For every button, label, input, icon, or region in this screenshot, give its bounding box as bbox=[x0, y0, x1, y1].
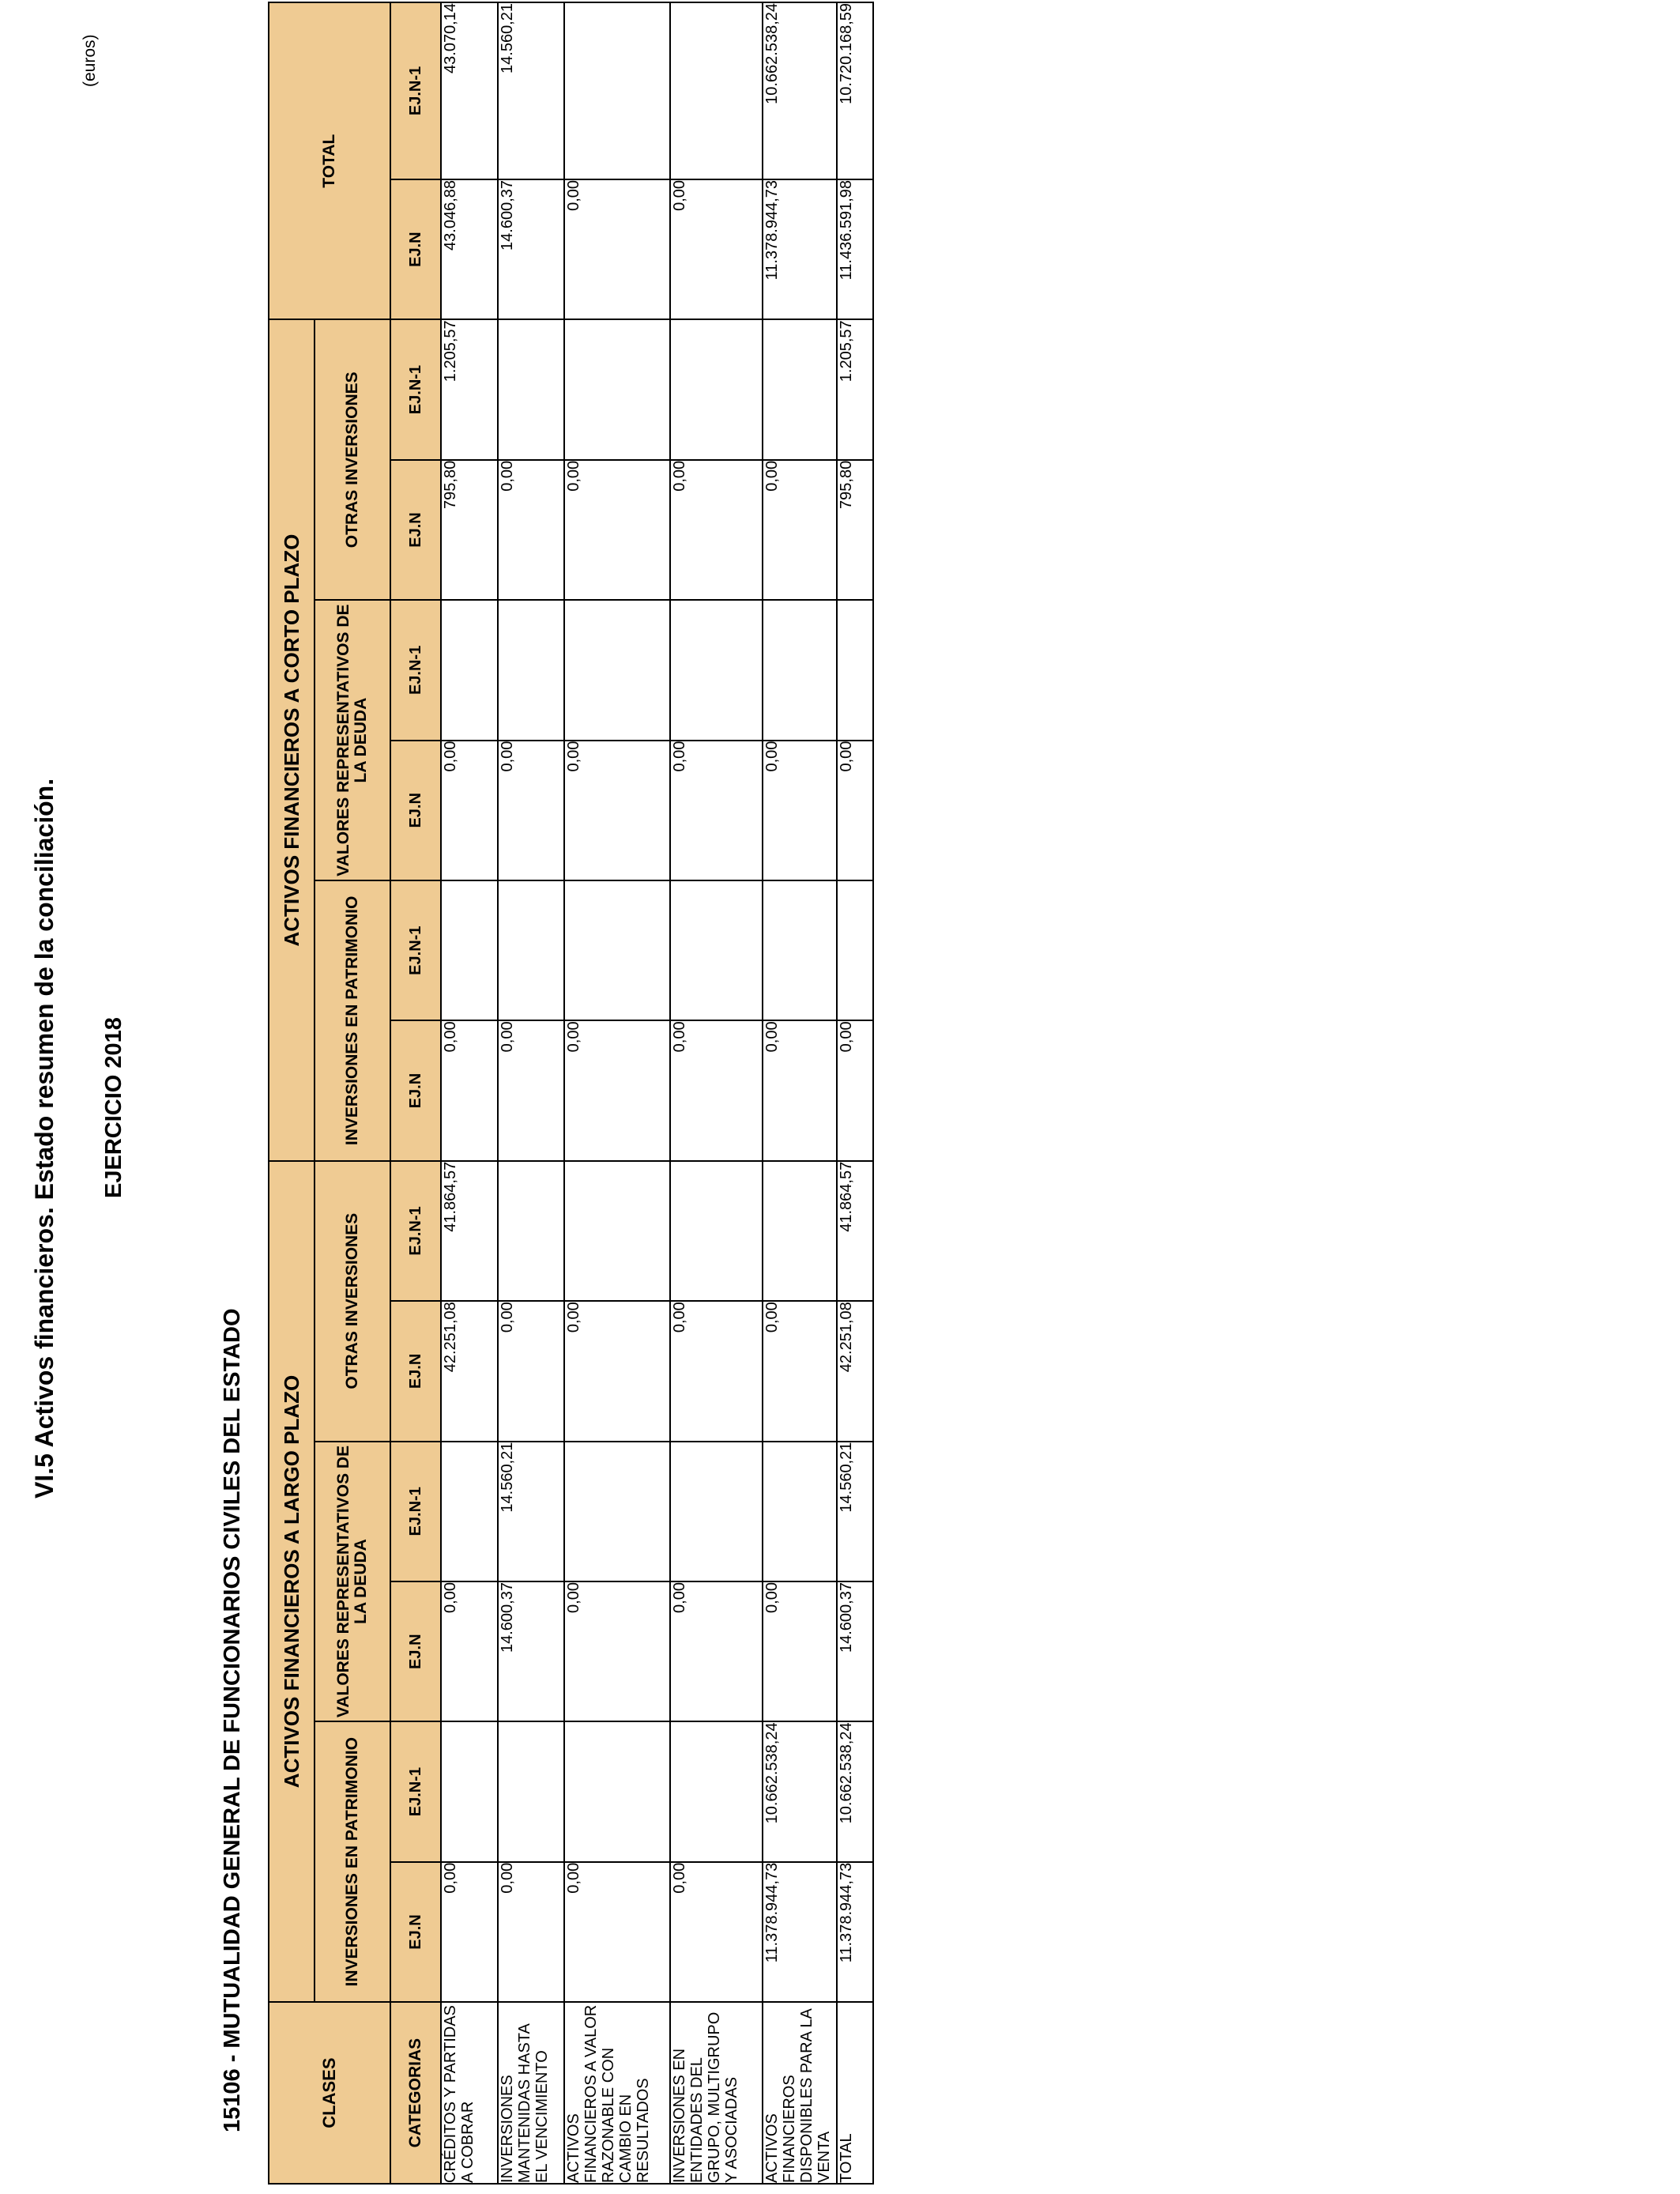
table-cell: 0,00 bbox=[670, 1301, 763, 1441]
document-title: VI.5 Activos financieros. Estado resumen de la conciliación. bbox=[30, 778, 58, 1498]
table-cell: 0,00 bbox=[670, 1020, 763, 1160]
table-cell bbox=[441, 880, 498, 1020]
table-cell: 0,00 bbox=[763, 1020, 837, 1160]
table-cell: 41.864,57 bbox=[837, 1161, 873, 1301]
table-cell: 1.205,57 bbox=[837, 319, 873, 459]
table-cell: 0,00 bbox=[670, 460, 763, 600]
col-header-ej-n: EJ.N bbox=[390, 460, 441, 600]
table-cell bbox=[670, 880, 763, 1020]
table-cell: 11.378.944,73 bbox=[763, 179, 837, 319]
table-cell bbox=[564, 2, 670, 179]
cp-debt-securities-header: VALORES REPRESENTATIVOS DE LA DEUDA bbox=[315, 600, 390, 880]
table-cell: 0,00 bbox=[670, 1862, 763, 2002]
row-label: TOTAL bbox=[837, 2002, 873, 2184]
lp-equity-investments-header: INVERSIONES EN PATRIMONIO bbox=[315, 1721, 390, 2002]
table-cell: 43.046,88 bbox=[441, 179, 498, 319]
table-cell: 0,00 bbox=[441, 1862, 498, 2002]
table-row bbox=[498, 2, 564, 2184]
table-row bbox=[564, 2, 670, 2184]
table-cell: 0,00 bbox=[763, 1301, 837, 1441]
table-cell bbox=[498, 880, 564, 1020]
table-cell: 41.864,57 bbox=[441, 1161, 498, 1301]
table-cell: 11.436.591,98 bbox=[837, 179, 873, 319]
col-header-ej-n: EJ.N bbox=[390, 179, 441, 319]
table-cell bbox=[763, 1161, 837, 1301]
col-header-ej-n1: EJ.N-1 bbox=[390, 600, 441, 740]
table-cell bbox=[441, 1721, 498, 1861]
short-term-section-header: ACTIVOS FINANCIEROS A CORTO PLAZO bbox=[269, 319, 315, 1160]
table-cell bbox=[670, 2, 763, 179]
table-cell: 0,00 bbox=[564, 1301, 670, 1441]
table-cell: 14.600,37 bbox=[498, 1581, 564, 1721]
cp-equity-investments-header: INVERSIONES EN PATRIMONIO bbox=[315, 880, 390, 1161]
table-cell: 14.560,21 bbox=[498, 1442, 564, 1581]
col-header-ej-n: EJ.N bbox=[390, 741, 441, 880]
table-cell: 0,00 bbox=[837, 1020, 873, 1160]
table-cell bbox=[564, 880, 670, 1020]
table-cell bbox=[564, 600, 670, 740]
table-cell bbox=[441, 1442, 498, 1581]
total-row bbox=[837, 2, 873, 2184]
table-cell bbox=[763, 319, 837, 459]
table-cell: 10.720.168,59 bbox=[837, 2, 873, 179]
table-cell: 14.600,37 bbox=[498, 179, 564, 319]
col-header-ej-n1: EJ.N-1 bbox=[390, 880, 441, 1020]
col-header-ej-n1: EJ.N-1 bbox=[390, 2, 441, 179]
col-header-ej-n1: EJ.N-1 bbox=[390, 1721, 441, 1861]
table-row bbox=[441, 2, 498, 2184]
table-cell bbox=[763, 880, 837, 1020]
table-cell: 0,00 bbox=[498, 1020, 564, 1160]
table-cell: 795,80 bbox=[441, 460, 498, 600]
table-cell: 795,80 bbox=[837, 460, 873, 600]
table-cell: 0,00 bbox=[564, 1862, 670, 2002]
row-label: INVERSIONES EN ENTIDADES DEL GRUPO, MULTIGRUPO Y ASOCIADAS bbox=[670, 2002, 763, 2184]
table-cell bbox=[564, 1442, 670, 1581]
table-cell: 0,00 bbox=[441, 1020, 498, 1160]
table-cell: 0,00 bbox=[498, 1301, 564, 1441]
table-cell bbox=[763, 1442, 837, 1581]
table-cell: 0,00 bbox=[670, 179, 763, 319]
table-cell: 0,00 bbox=[763, 741, 837, 880]
table-cell: 0,00 bbox=[564, 741, 670, 880]
table-cell: 14.560,21 bbox=[498, 2, 564, 179]
table-cell: 10.662.538,24 bbox=[763, 2, 837, 179]
table-cell bbox=[670, 600, 763, 740]
table-cell bbox=[498, 1721, 564, 1861]
table-cell bbox=[837, 880, 873, 1020]
table-cell bbox=[670, 1442, 763, 1581]
table-cell: 0,00 bbox=[564, 179, 670, 319]
table-cell bbox=[763, 600, 837, 740]
table-cell: 0,00 bbox=[498, 460, 564, 600]
table-cell bbox=[670, 1721, 763, 1861]
col-header-ej-n: EJ.N bbox=[390, 1301, 441, 1441]
table-cell: 0,00 bbox=[670, 1581, 763, 1721]
clases-header: CLASES bbox=[269, 2002, 390, 2184]
table-cell: 42.251,08 bbox=[837, 1301, 873, 1441]
categorias-header: CATEGORIAS bbox=[390, 2002, 441, 2184]
col-header-ej-n: EJ.N bbox=[390, 1020, 441, 1160]
table-cell: 11.378.944,73 bbox=[763, 1862, 837, 2002]
table-cell: 0,00 bbox=[763, 460, 837, 600]
col-header-ej-n1: EJ.N-1 bbox=[390, 319, 441, 459]
table-cell bbox=[564, 1721, 670, 1861]
long-term-section-header: ACTIVOS FINANCIEROS A LARGO PLAZO bbox=[269, 1161, 315, 2002]
entity-heading: 15106 - MUTUALIDAD GENERAL DE FUNCIONARIOS CIVILES DEL ESTADO bbox=[220, 1308, 245, 2132]
table-cell: 0,00 bbox=[564, 460, 670, 600]
table-cell bbox=[670, 1161, 763, 1301]
total-section-header: TOTAL bbox=[269, 2, 390, 319]
table-cell: 0,00 bbox=[763, 1581, 837, 1721]
col-header-ej-n: EJ.N bbox=[390, 1862, 441, 2002]
table-cell bbox=[670, 319, 763, 459]
table-cell: 10.662.538,24 bbox=[837, 1721, 873, 1861]
row-label: CRÉDITOS Y PARTIDAS A COBRAR bbox=[441, 2002, 498, 2184]
table-cell: 43.070,14 bbox=[441, 2, 498, 179]
lp-debt-securities-header: VALORES REPRESENTATIVOS DE LA DEUDA bbox=[315, 1442, 390, 1722]
table-cell: 0,00 bbox=[441, 741, 498, 880]
table-cell bbox=[498, 319, 564, 459]
table-cell: 0,00 bbox=[441, 1581, 498, 1721]
table-cell: 0,00 bbox=[564, 1020, 670, 1160]
table-cell: 42.251,08 bbox=[441, 1301, 498, 1441]
table-cell: 0,00 bbox=[498, 741, 564, 880]
table-cell bbox=[498, 1161, 564, 1301]
fiscal-year-heading: EJERCICIO 2018 bbox=[101, 1017, 126, 1198]
row-label: ACTIVOS FINANCIEROS A VALOR RAZONABLE CON CAMBIO EN RESULTADOS bbox=[564, 2002, 670, 2184]
table-cell bbox=[498, 600, 564, 740]
table-cell: 10.662.538,24 bbox=[763, 1721, 837, 1861]
table-row bbox=[763, 2, 837, 2184]
col-header-ej-n1: EJ.N-1 bbox=[390, 1442, 441, 1581]
table-cell: 14.600,37 bbox=[837, 1581, 873, 1721]
table-cell: 0,00 bbox=[670, 741, 763, 880]
table-cell: 0,00 bbox=[564, 1581, 670, 1721]
table-cell: 0,00 bbox=[837, 741, 873, 880]
table-row bbox=[670, 2, 763, 2184]
table-cell: 1.205,57 bbox=[441, 319, 498, 459]
table-cell bbox=[564, 1161, 670, 1301]
row-label: INVERSIONES MANTENIDAS HASTA EL VENCIMIENTO bbox=[498, 2002, 564, 2184]
cp-other-investments-header: OTRAS INVERSIONES bbox=[315, 319, 390, 600]
col-header-ej-n: EJ.N bbox=[390, 1581, 441, 1721]
table-cell: 14.560,21 bbox=[837, 1442, 873, 1581]
col-header-ej-n1: EJ.N-1 bbox=[390, 1161, 441, 1301]
row-label: ACTIVOS FINANCIEROS DISPONIBLES PARA LA VENTA bbox=[763, 2002, 837, 2184]
units-label: (euros) bbox=[81, 34, 99, 87]
table-cell bbox=[564, 319, 670, 459]
lp-other-investments-header: OTRAS INVERSIONES bbox=[315, 1161, 390, 1442]
financial-assets-table bbox=[268, 2, 874, 2185]
table-cell bbox=[837, 600, 873, 740]
table-cell: 0,00 bbox=[498, 1862, 564, 2002]
table-cell: 11.378.944,73 bbox=[837, 1862, 873, 2002]
table-cell bbox=[441, 600, 498, 740]
